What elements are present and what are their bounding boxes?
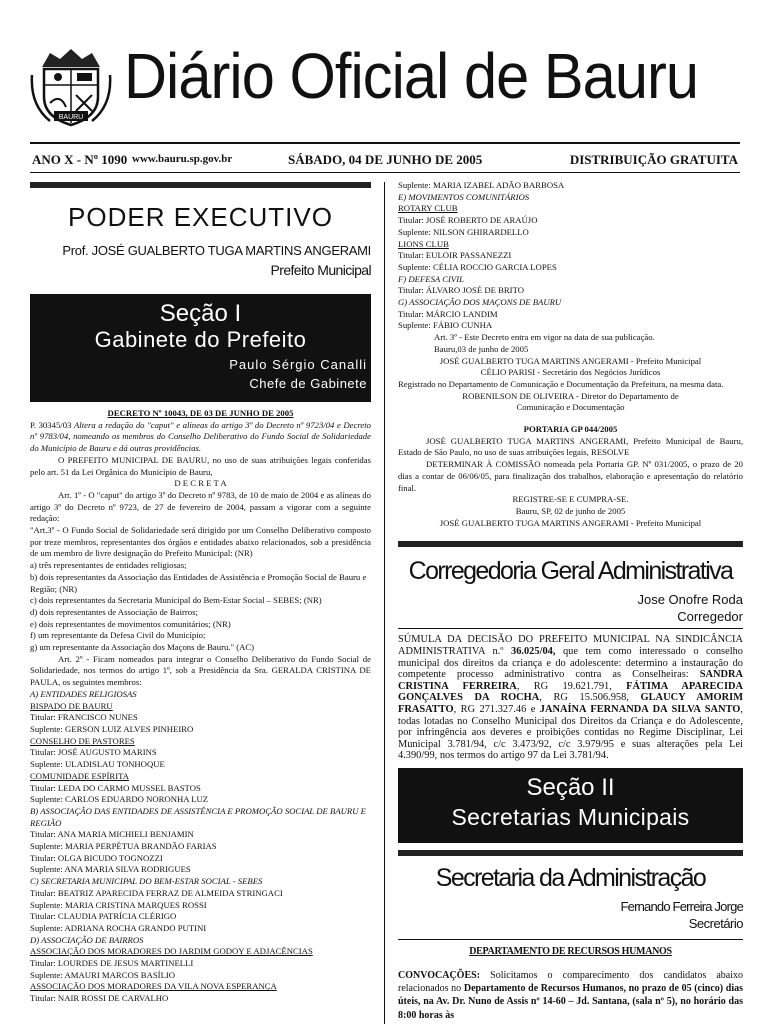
decree-process-ref: P. 30345/03: [30, 419, 72, 430]
edition-number: ANO X - Nº 1090: [32, 152, 128, 167]
member-line: ROTARY CLUB: [398, 203, 458, 214]
administracao-bar: [398, 850, 743, 856]
corregedoria-rule: [398, 628, 743, 629]
bauru-coat-of-arms-icon: [30, 45, 112, 127]
decree-art1: Art. 1º - O "caput" do artigo 3º do Decreto nº 9783, de 10 de maio de 2004 e as alíneas do artigo 3º do Decreto nº 9723, de 27 de fevereiro de 2004, passam a vigorar com a seguinte redação:: [30, 489, 371, 524]
decree-art3-quote: "Art.3º - O Fundo Social de Solidariedade será dirigido por um Conselho Deliberativo composto por treze membros, representantes dos órgãos e entidades abaixo relacionados, sob a presidência de um membro de livre designação do Prefeito Municipal: (NR): [30, 525, 371, 559]
member-line: Suplente: MARIA IZABEL ADÃO BARBOSA: [398, 180, 565, 190]
section-bar: [30, 182, 371, 188]
corregedoria-bar: [398, 541, 743, 547]
decree-preamble: O PREFEITO MUNICIPAL DE BAURU, no uso de suas atribuições legais conferidas pelo art. 51 da Lei Orgânica do Município de Bauru,: [30, 454, 371, 477]
member-line: Titular: JOSÉ AUGUSTO MARINS: [30, 747, 157, 758]
member-line: Titular: LEDA DO CARMO MUSSEL BASTOS: [30, 782, 201, 793]
convocation-label: CONVOCAÇÕES:: [398, 969, 481, 981]
decree-continuation: [398, 180, 743, 529]
decree-director-2: Comunicação e Documentação: [516, 402, 625, 413]
member-line: F) DEFESA CIVIL: [398, 273, 464, 284]
column-divider: [384, 182, 385, 1024]
convocation-location: Departamento de Recursos Humanos, no prazo de 05 (cinco) dias úteis, na Av. Dr. Nuno de Assis nº 14-60 – Jd. Santana, (sala nº 5), no horário das 8:00 horas às: [398, 983, 743, 1021]
decree-item: g) um representante da Associação dos Maçons de Bauru." (AC): [30, 642, 255, 653]
member-line: LIONS CLUB: [398, 238, 449, 249]
portaria-text-1: JOSÉ GUALBERTO TUGA MARTINS ANGERAMI, Prefeito Municipal de Bauru, Estado de São Paulo, no uso de suas atribuições legais, RESOLVE: [398, 435, 743, 458]
member-line: A) ENTIDADES RELIGIOSAS: [30, 688, 137, 699]
section-1-subtitle: Gabinete do Prefeito: [94, 327, 307, 352]
member-line: Titular: MÁRCIO LANDIM: [398, 308, 498, 319]
decree-signer-2: CÉLIO PARISI - Secretário dos Negócios Jurídicos: [480, 367, 661, 378]
member-line: Titular: FRANCISCO NUNES: [30, 712, 138, 723]
secretary-title: Secretário: [688, 915, 743, 931]
member-line: COMUNIDADE ESPÍRITA: [30, 770, 129, 781]
member-line: Suplente: MARIA CRISTINA MARQUES ROSSI: [30, 899, 207, 910]
decree-body: [30, 408, 371, 1005]
decree-item: e) dois representantes de movimentos comunitários; (NR): [30, 618, 231, 629]
member-line: Suplente: NILSON GHIRARDELLO: [398, 226, 529, 237]
portaria-title: PORTARIA GP 044/2005: [523, 424, 618, 435]
decree-art3-final: Art. 3º - Este Decreto entra em vigor na data de sua publicação.: [434, 332, 655, 343]
member-line: ASSOCIAÇÃO DOS MORADORES DO JARDIM GODOY E ADJACÊNCIAS: [30, 946, 313, 957]
member-line: CONSELHO DE PASTORES: [30, 735, 135, 746]
member-line: Suplente: CARLOS EDUARDO NORONHA LUZ: [30, 794, 209, 805]
sumula-name-1: SANDRA CRISTINA FERREIRA: [398, 669, 743, 692]
member-line: BISPADO DE BAURU: [30, 700, 113, 711]
member-line: Titular: NAIR ROSSI DE CARVALHO: [30, 993, 169, 1004]
sumula-intro: SÚMULA DA DECISÃO DO PREFEITO MUNICIPAL NA SINDICÂNCIA ADMINISTRATIVA n.º: [398, 634, 743, 657]
sumula-text: [398, 634, 743, 762]
member-line: C) SECRETARIA MUNICIPAL DO BEM-ESTAR SOCIAL - SEBES: [30, 876, 263, 887]
member-line: Suplente: ADRIANA ROCHA GRANDO PUTINI: [30, 922, 207, 933]
sumula-name-2: FÁTIMA APARECIDA GONÇALVES DA ROCHA: [398, 680, 743, 704]
hr-department-heading: DEPARTAMENTO DE RECURSOS HUMANOS: [469, 945, 672, 957]
member-line: Titular: ÁLVARO JOSÉ DE BRITO: [398, 285, 524, 296]
chief-of-staff-title: Chefe de Gabinete: [249, 376, 367, 391]
convocation-body: Solicitamos o comparecimento dos candidatos abaixo relacionados no: [398, 969, 743, 995]
portaria-place-date: Bauru, SP, 02 de junho de 2005: [515, 505, 626, 516]
decree-decreta: D E C R E T A: [174, 478, 227, 489]
decree-item: c) dois representantes da Secretaria Municipal do Bem-Estar Social – SEBES; (NR): [30, 595, 322, 606]
section-1-title: Seção I: [159, 300, 242, 327]
masthead-rule-top: [30, 142, 740, 144]
masthead-title: Diário Oficial de Bauru: [124, 40, 699, 112]
member-line: Suplente: MARIA PERPÉTUA BRANDÃO FARIAS: [30, 841, 217, 852]
right-column: [398, 180, 743, 1022]
decree-place-date: Bauru,03 de junho de 2005: [434, 343, 529, 354]
decree-summary: [30, 420, 371, 455]
secretary-name: Fernando Ferreira Jorge: [620, 898, 743, 914]
decree-title: DECRETO Nº 10043, DE 03 DE JUNHO DE 2005: [107, 408, 294, 418]
member-line: E) MOVIMENTOS COMUNITÁRIOS: [398, 191, 530, 202]
masthead-rule-bottom: [30, 172, 740, 173]
sumula-rg-1: , RG 19.621.791,: [516, 680, 627, 692]
members-list-left: [30, 689, 371, 1005]
sumula-name-3: GLAUCY AMORIM FRASATTO: [398, 692, 743, 715]
mayor-name: Prof. JOSÉ GUALBERTO TUGA MARTINS ANGERAMI: [62, 243, 371, 258]
left-column: [30, 182, 371, 1005]
website-link[interactable]: www.bauru.sp.gov.br: [132, 153, 233, 165]
administracao-heading: Secretaria da Administração: [435, 863, 706, 892]
member-line: Suplente: GERSON LUIZ ALVES PINHEIRO: [30, 723, 194, 734]
member-line: B) ASSOCIAÇÃO DAS ENTIDADES DE ASSISTÊNCIA E PROMOÇÃO SOCIAL DE BAURU E REGIÃO: [30, 805, 366, 828]
mayor-title: Prefeito Municipal: [270, 262, 371, 278]
decree-item: b) dois representantes da Associação das Entidades de Assistência e Promoção Social de Bauru e Região; (NR): [30, 571, 367, 594]
decree-registry: Registrado no Departamento de Comunicação e Documentação da Prefeitura, na mesma data.: [398, 378, 724, 389]
sumula-body: que tem como interessado o conselho municipal dos direitos da criança e do adolescente: determino a instauração do competente processo administrativo contra as Conselheiras:: [398, 645, 743, 681]
member-line: Titular: LOURDES DE JESUS MARTINELLI: [30, 958, 194, 969]
member-line: Titular: JOSÉ ROBERTO DE ARAÚJO: [398, 215, 538, 226]
decree-item: f) um representante da Defesa Civil do Município;: [30, 630, 206, 641]
info-bar: [30, 150, 740, 172]
member-line: Titular: CLAUDIA PATRÍCIA CLÉRIGO: [30, 911, 177, 922]
members-list-right: [398, 180, 743, 332]
issue-date: SÁBADO, 04 DE JUNHO DE 2005: [288, 152, 483, 167]
portaria-register: REGISTRE-SE E CUMPRA-SE.: [512, 494, 629, 505]
executive-heading: PODER EXECUTIVO: [68, 202, 333, 232]
member-line: Titular: BEATRIZ APARECIDA FERRAZ DE ALMEIDA STRINGACI: [30, 887, 283, 898]
corregedoria-heading: Corregedoria Geral Administrativa: [408, 557, 733, 586]
section-2-title: Seção II: [526, 773, 615, 801]
decree-signer: JOSÉ GUALBERTO TUGA MARTINS ANGERAMI - Prefeito Municipal: [439, 355, 702, 366]
corregedor-name: Jose Onofre Roda: [637, 592, 743, 608]
decree-items-list: [30, 560, 371, 654]
member-line: Titular: ANA MARIA MICHIELI BENJAMIN: [30, 829, 194, 840]
administracao-rule: [398, 939, 743, 940]
seal-text: BAURU: [58, 114, 84, 121]
section-1-banner: [30, 294, 371, 402]
sumula-rg-3: , RG 271.327.46 e: [453, 703, 540, 715]
member-line: D) ASSOCIAÇÃO DE BAIRROS: [30, 934, 144, 945]
member-line: ASSOCIAÇÃO DOS MORADORES DA VILA NOVA ESPERANÇA: [30, 981, 277, 992]
member-line: Suplente: FÁBIO CUNHA: [398, 320, 493, 331]
member-line: G) ASSOCIAÇÃO DOS MAÇONS DE BAURU: [398, 297, 562, 308]
convocation-text: [398, 969, 743, 1022]
section-2-subtitle: Secretarias Municipais: [451, 803, 690, 830]
chief-of-staff-name: Paulo Sérgio Canalli: [229, 357, 367, 372]
decree-summary-text: Altera a redação do "caput" e alíneas do artigo 3º do Decreto nº 9723/04 e Decreto nº 9783/04, nomeando os membros do Conselho Deliberativo do Fundo Social de Solidariedade do Município de Bauru e dá outras providências.: [30, 419, 372, 454]
sumula-name-4: JANAÍNA FERNANDA DA SILVA SANTO: [539, 703, 741, 715]
member-line: Suplente: CÉLIA ROCCIO GARCIA LOPES: [398, 261, 557, 272]
member-line: Suplente: ULADISLAU TONHOQUE: [30, 759, 165, 770]
sumula-rg-2: , RG 15.506.958,: [539, 692, 641, 704]
decree-director: ROBENILSON DE OLIVEIRA - Diretor do Departamento de: [462, 390, 679, 401]
decree-item: d) dois representantes de Associação de Bairros;: [30, 606, 198, 617]
member-line: Suplente: ANA MARIA SILVA RODRIGUES: [30, 864, 191, 875]
decree-item: a) três representantes de entidades religiosas;: [30, 560, 187, 571]
corregedor-title: Corregedor: [677, 609, 743, 625]
section-2-banner: [398, 768, 743, 843]
portaria-text-2: DETERMINAR À COMISSÃO nomeada pela Portaria GP. Nº 031/2005, o prazo de 20 dias a contar de 06/06/05, para finalização dos trabalhos, elaboração e apresentação do relatório final.: [398, 459, 743, 493]
decree-art2: Art. 2º - Ficam nomeados para integrar o Conselho Deliberativo do Fundo Social de Solidariedade, nos termos do artigo 1º, sob a Presidência da Sra. GERALDA CRISTINA DE PAULA, os seguintes membros:: [30, 653, 371, 688]
distribution-note: DISTRIBUIÇÃO GRATUITA: [569, 152, 738, 167]
member-line: Titular: EULOIR PASSANEZZI: [398, 250, 512, 261]
sumula-process-number: 36.025/04,: [511, 645, 556, 657]
sumula-conclusion: , todas lotadas no Conselho Municipal dos Direitos da Criança e do Adolescente, por infringência aos deveres e proibições contidas no Regime Disciplinar, Lei Municipal 3.781/94, c/c 3.473/92, c/c 3.979/95 e suas alterações pela Lei 4.390/99, nos termos do artigo 97 da Lei 3.781/94.: [398, 703, 743, 762]
portaria-signer: JOSÉ GUALBERTO TUGA MARTINS ANGERAMI - Prefeito Municipal: [439, 517, 702, 528]
member-line: Suplente: AMAURI MARCOS BASÍLIO: [30, 969, 176, 980]
member-line: Titular: OLGA BICUDO TOGNOZZI: [30, 852, 163, 863]
